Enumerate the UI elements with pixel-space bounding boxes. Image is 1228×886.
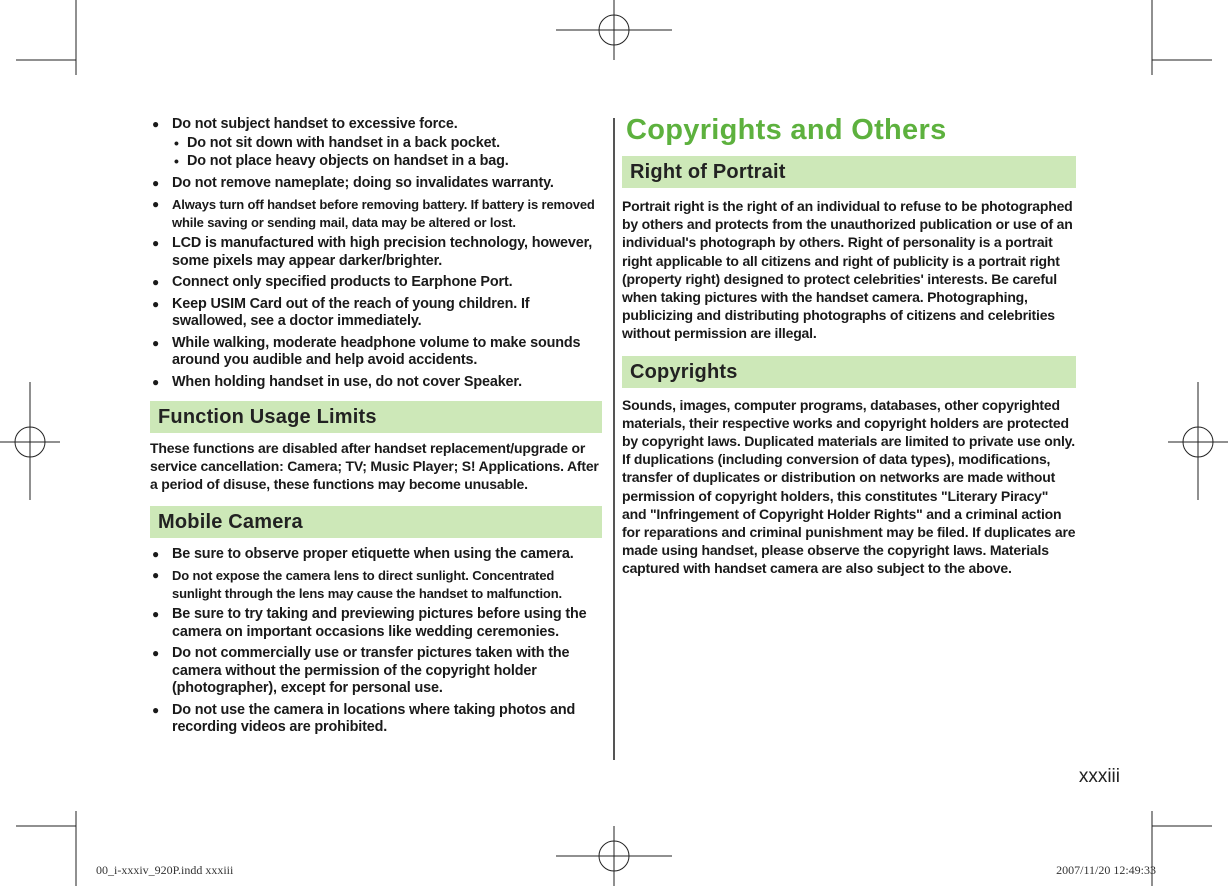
right-column [622, 112, 1076, 578]
list-item: ● While walking, moderate headphone volume to make sounds around you audible and help avoid accidents. [150, 335, 602, 370]
copyrights-heading: Copyrights [622, 356, 1076, 388]
copyrights-body: Sounds, images, computer programs, databases, other copyrighted materials, their respective works and copyright holders are protected by copyright laws. Duplicated materials are limited to private use only. If duplications (including conversion of data types), modifications, transfer of duplicates or distribution on networks are made without permission of copyright holders, this constitutes "Literary Piracy" and "Infringement of Copyright Holder Rights" and a criminal action for reparations and criminal punishment may be filed. If duplicates are made using handset, please observe the copyright laws. Materials captured with handset camera are also subject to the above. [622, 396, 1076, 577]
list-item: ● Be sure to try taking and previewing pictures before using the camera on important occasions like wedding ceremonies. [150, 606, 602, 641]
list-item: ● Be sure to observe proper etiquette when using the camera. [150, 546, 602, 564]
function-usage-body: These functions are disabled after handset replacement/upgrade or service cancellation: Camera; TV; Music Player; S! Applications. After a period of disuse, these functions may become unusable. [150, 440, 599, 493]
list-item: ● Do not expose the camera lens to direct sunlight. Concentrated sunlight through the lens may cause the handset to malfunction. [150, 567, 602, 602]
list-item: ● Do not subject handset to excessive force. • Do not sit down with handset in a back pocket. • Do not place heavy objects on handset in a bag. [150, 116, 602, 171]
page-number: xxxiii [1078, 766, 1120, 787]
column-divider [613, 118, 615, 760]
list-item: ● Do not remove nameplate; doing so invalidates warranty. [150, 175, 602, 193]
sub-list-item: • Do not place heavy objects on handset in a bag. [172, 153, 602, 171]
sub-list-item: • Do not sit down with handset in a back pocket. [172, 135, 602, 153]
page-title: Copyrights and Others [626, 114, 947, 146]
portrait-body: Portrait right is the right of an individual to refuse to be photographed by others and protects from the unauthorized publication or use of an individual's photograph by others. Right of personality is a portrait right applicable to all citizens and right of publicity is a portrait right (property right) designed to protect celebrities' interests. Be careful when taking pictures with the handset camera. Photographing, publicizing and distributing photographs of citizens and celebrities without permission are illegal. [622, 198, 1073, 342]
safety-bullet-list [150, 116, 602, 391]
list-item: ● When holding handset in use, do not cover Speaker. [150, 374, 602, 392]
list-item: ● Do not commercially use or transfer pictures taken with the camera without the permission of the copyright holder (photographer), except for personal use. [150, 645, 602, 698]
list-item: ● LCD is manufactured with high precision technology, however, some pixels may appear darker/brighter. [150, 235, 602, 270]
sub-bullet-list [172, 135, 602, 171]
list-item: ● Do not use the camera in locations where taking photos and recording videos are prohibited. [150, 702, 602, 737]
mobile-camera-heading: Mobile Camera [150, 506, 602, 538]
file-slug: 00_i-xxxiv_920P.indd xxxiii [96, 863, 234, 877]
list-item: ● Keep USIM Card out of the reach of young children. If swallowed, see a doctor immediately. [150, 296, 602, 331]
function-usage-heading: Function Usage Limits [150, 401, 602, 433]
list-item: ● Always turn off handset before removing battery. If battery is removed while saving or sending mail, data may be altered or lost. [150, 196, 602, 231]
list-item: ● Connect only specified products to Earphone Port. [150, 274, 602, 292]
print-timestamp: 2007/11/20 12:49:33 [1056, 863, 1156, 877]
left-column [150, 116, 602, 741]
camera-bullet-list [150, 546, 602, 737]
portrait-heading: Right of Portrait [622, 156, 1076, 188]
